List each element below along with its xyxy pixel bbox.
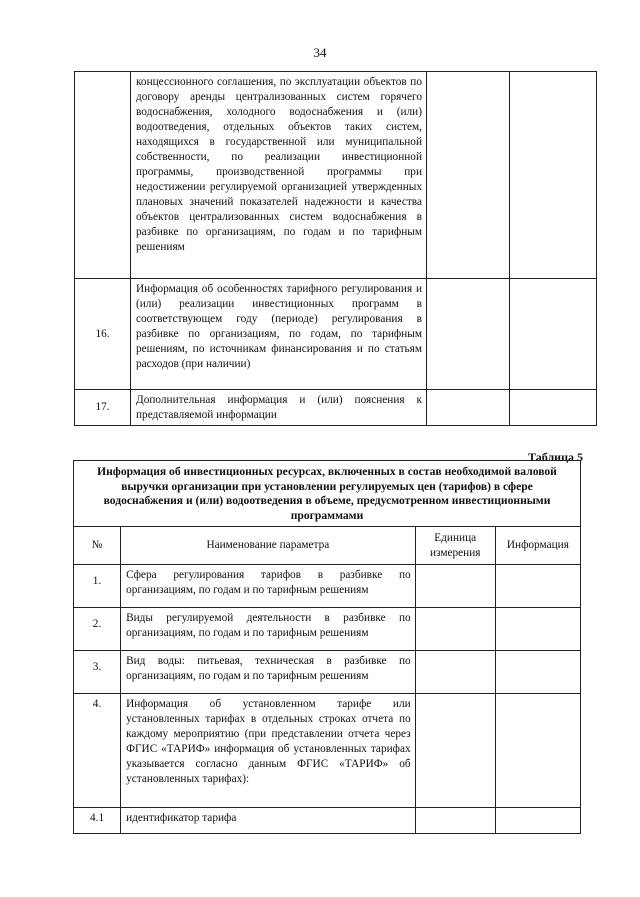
row-text: Информация об установленном тарифе или установленных тарифах в отдельных строках отчета по каждому мероприятию (при представлении отчета через ФГИС «ТАРИФ» информация об установленных тарифах указывается согласно данным ФГИС «ТАРИФ» об установленных тарифах): (121, 694, 416, 808)
table-row (74, 694, 581, 808)
row-text: Вид воды: питьевая, техническая в разбивке по организациям, по годам и по тарифным решениям (121, 651, 416, 694)
table-caption: Информация об инвестиционных ресурсах, включенных в состав необходимой валовой выручки организации при установлении регулируемых цен (тарифов) в сфере водоснабжения и (или) водоотведения в объеме, предусмотренном инвестиционными программами (74, 461, 581, 527)
table-row (75, 279, 597, 390)
header-parameter-name: Наименование параметра (121, 527, 416, 565)
table-row (74, 651, 581, 694)
table-row (75, 72, 597, 279)
empty-cell (495, 808, 580, 834)
empty-cell (415, 565, 495, 608)
header-number: № (74, 527, 121, 565)
empty-cell (415, 694, 495, 808)
empty-cell (427, 279, 510, 390)
empty-cell (495, 694, 580, 808)
page-number: 34 (313, 45, 327, 60)
table-caption-row (74, 461, 581, 527)
table-row (74, 808, 581, 834)
header-unit: Единица измерения (415, 527, 495, 565)
table-row (75, 390, 597, 426)
row-number (75, 72, 131, 279)
empty-cell (427, 72, 510, 279)
continuation-table (74, 71, 597, 426)
empty-cell (495, 608, 580, 651)
table-5 (73, 460, 581, 834)
row-text: Дополнительная информация и (или) пояснения к представляемой информации (131, 390, 427, 426)
row-number: 16. (75, 279, 131, 390)
row-text: концессионного соглашения, по эксплуатации объектов по договору аренды централизованных систем горячего водоснабжения, холодного водоснабжения и (или) водоотведения, отдельных объектов таких систем, находящихся в государственной или муниципальной собственности, по реализации инвестиционной программы, производственной программы при недостижении регулируемой организацией утвержденных плановых значений показателей надежности и качества объектов централизованных систем водоснабжения в разбивке по организациям, по годам и по тарифным решениям (131, 72, 427, 279)
empty-cell (510, 390, 597, 426)
row-number: 1. (74, 565, 121, 608)
table-label: Таблица 5 (528, 450, 583, 464)
empty-cell (415, 808, 495, 834)
table-row (74, 608, 581, 651)
row-number: 4. (74, 694, 121, 808)
empty-cell (510, 72, 597, 279)
header-information: Информация (495, 527, 580, 565)
row-number: 3. (74, 651, 121, 694)
table-row (74, 565, 581, 608)
empty-cell (495, 565, 580, 608)
empty-cell (495, 651, 580, 694)
row-number: 2. (74, 608, 121, 651)
table-header-row (74, 527, 581, 565)
row-text: идентификатор тарифа (121, 808, 416, 834)
row-text: Сфера регулирования тарифов в разбивке по организациям, по годам и по тарифным решениям (121, 565, 416, 608)
empty-cell (415, 608, 495, 651)
row-text: Виды регулируемой деятельности в разбивке по организациям, по годам и по тарифным решениям (121, 608, 416, 651)
empty-cell (415, 651, 495, 694)
row-number: 4.1 (74, 808, 121, 834)
row-text: Информация об особенностях тарифного регулирования и (или) реализации инвестиционных программ в соответствующем году (периоде) регулирования в разбивке по организациям, по годам, по тарифным решениям, по источникам финансирования и по статьям расходов (при наличии) (131, 279, 427, 390)
row-number: 17. (75, 390, 131, 426)
empty-cell (427, 390, 510, 426)
empty-cell (510, 279, 597, 390)
